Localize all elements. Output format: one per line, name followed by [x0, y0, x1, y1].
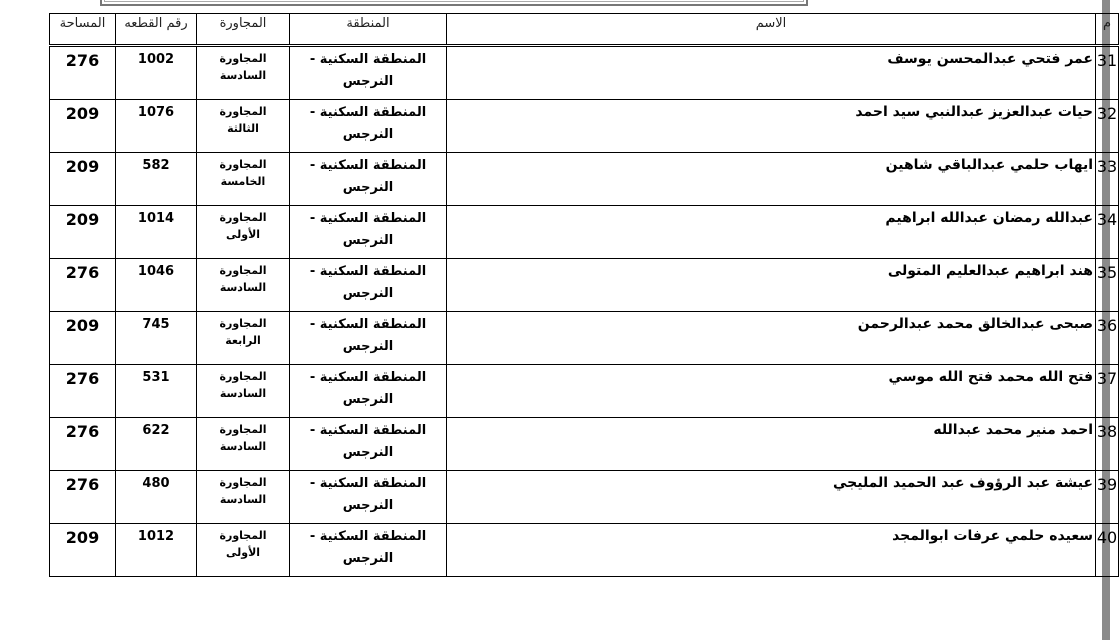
owner-name: ايهاب حلمي عبدالباقي شاهين — [885, 157, 1093, 173]
area-size-cell — [50, 153, 116, 206]
plot-number-cell — [116, 365, 197, 418]
plot-number-cell — [116, 206, 197, 259]
row-number: 40 — [1096, 528, 1118, 547]
neighborhood-cell — [197, 153, 290, 206]
area-size: 209 — [65, 316, 100, 335]
owner-name-cell — [447, 259, 1096, 312]
region-cell — [290, 365, 447, 418]
row-number: 37 — [1096, 369, 1118, 388]
neighborhood: المجاورة الثالثة — [219, 105, 267, 135]
area-size-cell — [50, 471, 116, 524]
plot-number-cell — [116, 259, 197, 312]
owner-name-cell — [447, 471, 1096, 524]
row-number: 34 — [1096, 210, 1118, 229]
table-row — [50, 206, 1119, 259]
area-size-cell — [50, 524, 116, 577]
table-row — [50, 259, 1119, 312]
plot-number: 1076 — [137, 105, 175, 120]
owner-name: احمد منير محمد عبدالله — [933, 422, 1093, 438]
region-cell — [290, 418, 447, 471]
table-row — [50, 100, 1119, 153]
row-number-cell — [1096, 524, 1119, 577]
owner-name: صبحى عبدالخالق محمد عبدالرحمن — [857, 316, 1093, 332]
neighborhood: المجاورة السادسة — [219, 370, 267, 400]
owner-name: فتح الله محمد فتح الله موسي — [888, 369, 1093, 385]
area-size-cell — [50, 100, 116, 153]
area-size-cell — [50, 259, 116, 312]
header-name: الاسم — [447, 14, 1096, 46]
region-cell — [290, 100, 447, 153]
row-number-cell — [1096, 46, 1119, 100]
region-cell — [290, 259, 447, 312]
plot-number-cell — [116, 153, 197, 206]
row-number-cell — [1096, 100, 1119, 153]
area-size: 209 — [65, 104, 100, 123]
owners-table — [49, 13, 1119, 577]
header-region: المنطقة — [290, 14, 447, 46]
area-size: 276 — [65, 51, 100, 70]
region: المنطقة السكنية - النرجس — [309, 211, 427, 248]
area-size-cell — [50, 46, 116, 100]
neighborhood: المجاورة السادسة — [219, 264, 267, 294]
plot-number-cell — [116, 312, 197, 365]
neighborhood: المجاورة الرابعة — [219, 317, 267, 347]
owner-name: سعيده حلمي عرفات ابوالمجد — [892, 528, 1093, 544]
neighborhood-cell — [197, 418, 290, 471]
region: المنطقة السكنية - النرجس — [309, 317, 427, 354]
region-cell — [290, 312, 447, 365]
neighborhood-cell — [197, 365, 290, 418]
table-row — [50, 524, 1119, 577]
plot-number: 1046 — [137, 264, 175, 279]
owner-name-cell — [447, 46, 1096, 100]
row-number: 39 — [1096, 475, 1118, 494]
owner-name-cell — [447, 418, 1096, 471]
row-number-cell — [1096, 418, 1119, 471]
area-size: 276 — [65, 369, 100, 388]
plot-number: 480 — [142, 476, 170, 491]
plot-number: 531 — [142, 370, 170, 385]
plot-number: 1012 — [137, 529, 175, 544]
neighborhood-cell — [197, 524, 290, 577]
owner-name: هند ابراهيم عبدالعليم المتولى — [887, 263, 1093, 279]
table-row — [50, 153, 1119, 206]
row-number: 31 — [1096, 51, 1118, 70]
region: المنطقة السكنية - النرجس — [309, 529, 427, 566]
row-number-cell — [1096, 206, 1119, 259]
owner-name-cell — [447, 206, 1096, 259]
header-num: م — [1096, 14, 1119, 46]
plot-number-cell — [116, 46, 197, 100]
owner-name-cell — [447, 153, 1096, 206]
row-number-cell — [1096, 153, 1119, 206]
neighborhood: المجاورة السادسة — [219, 423, 267, 453]
area-size: 276 — [65, 263, 100, 282]
owner-name: عبدالله رمضان عبدالله ابراهيم — [885, 210, 1093, 226]
region-cell — [290, 153, 447, 206]
plot-number: 745 — [142, 317, 170, 332]
owner-name-cell — [447, 312, 1096, 365]
plot-number-cell — [116, 524, 197, 577]
neighborhood-cell — [197, 100, 290, 153]
table-row — [50, 46, 1119, 100]
row-number: 38 — [1096, 422, 1118, 441]
owner-name: عيشة عبد الرؤوف عبد الحميد المليجي — [832, 475, 1093, 491]
row-number-cell — [1096, 259, 1119, 312]
table-row — [50, 312, 1119, 365]
area-size-cell — [50, 206, 116, 259]
region-cell — [290, 471, 447, 524]
plot-number-cell — [116, 471, 197, 524]
neighborhood-cell — [197, 206, 290, 259]
header-neighborhood: المجاورة — [197, 14, 290, 46]
row-number: 32 — [1096, 104, 1118, 123]
area-size: 276 — [65, 475, 100, 494]
region: المنطقة السكنية - النرجس — [309, 52, 427, 89]
row-number: 35 — [1096, 263, 1118, 282]
region-cell — [290, 46, 447, 100]
plot-number-cell — [116, 100, 197, 153]
owner-name: عمر فتحي عبدالمحسن يوسف — [887, 51, 1093, 67]
top-frame-box-inner — [104, 0, 804, 2]
neighborhood: المجاورة الخامسة — [219, 158, 267, 188]
table-row — [50, 418, 1119, 471]
neighborhood-cell — [197, 259, 290, 312]
region-cell — [290, 206, 447, 259]
neighborhood-cell — [197, 471, 290, 524]
owner-name: حيات عبدالعزيز عبدالنبي سيد احمد — [855, 104, 1093, 120]
area-size-cell — [50, 418, 116, 471]
area-size: 209 — [65, 210, 100, 229]
neighborhood: المجاورة الأولى — [219, 211, 267, 241]
owner-name-cell — [447, 100, 1096, 153]
plot-number: 582 — [142, 158, 170, 173]
neighborhood: المجاورة السادسة — [219, 52, 267, 82]
plot-number: 1002 — [137, 52, 175, 67]
area-size: 276 — [65, 422, 100, 441]
region-cell — [290, 524, 447, 577]
area-size-cell — [50, 312, 116, 365]
region: المنطقة السكنية - النرجس — [309, 105, 427, 142]
region: المنطقة السكنية - النرجس — [309, 423, 427, 460]
plot-number-cell — [116, 418, 197, 471]
neighborhood-cell — [197, 312, 290, 365]
neighborhood: المجاورة الأولى — [219, 529, 267, 559]
row-number: 33 — [1096, 157, 1118, 176]
row-number-cell — [1096, 365, 1119, 418]
row-number-cell — [1096, 312, 1119, 365]
header-area: المساحة — [50, 14, 116, 46]
row-number-cell — [1096, 471, 1119, 524]
region: المنطقة السكنية - النرجس — [309, 476, 427, 513]
region: المنطقة السكنية - النرجس — [309, 158, 427, 195]
region: المنطقة السكنية - النرجس — [309, 370, 427, 407]
plot-number: 1014 — [137, 211, 175, 226]
neighborhood-cell — [197, 46, 290, 100]
header-plot: رقم القطعه — [116, 14, 197, 46]
owner-name-cell — [447, 524, 1096, 577]
row-number: 36 — [1096, 316, 1118, 335]
region: المنطقة السكنية - النرجس — [309, 264, 427, 301]
table-header-row — [50, 14, 1119, 46]
area-size-cell — [50, 365, 116, 418]
neighborhood: المجاورة السادسة — [219, 476, 267, 506]
area-size: 209 — [65, 528, 100, 547]
table-row — [50, 471, 1119, 524]
table-row — [50, 365, 1119, 418]
owner-name-cell — [447, 365, 1096, 418]
plot-number: 622 — [142, 423, 170, 438]
area-size: 209 — [65, 157, 100, 176]
